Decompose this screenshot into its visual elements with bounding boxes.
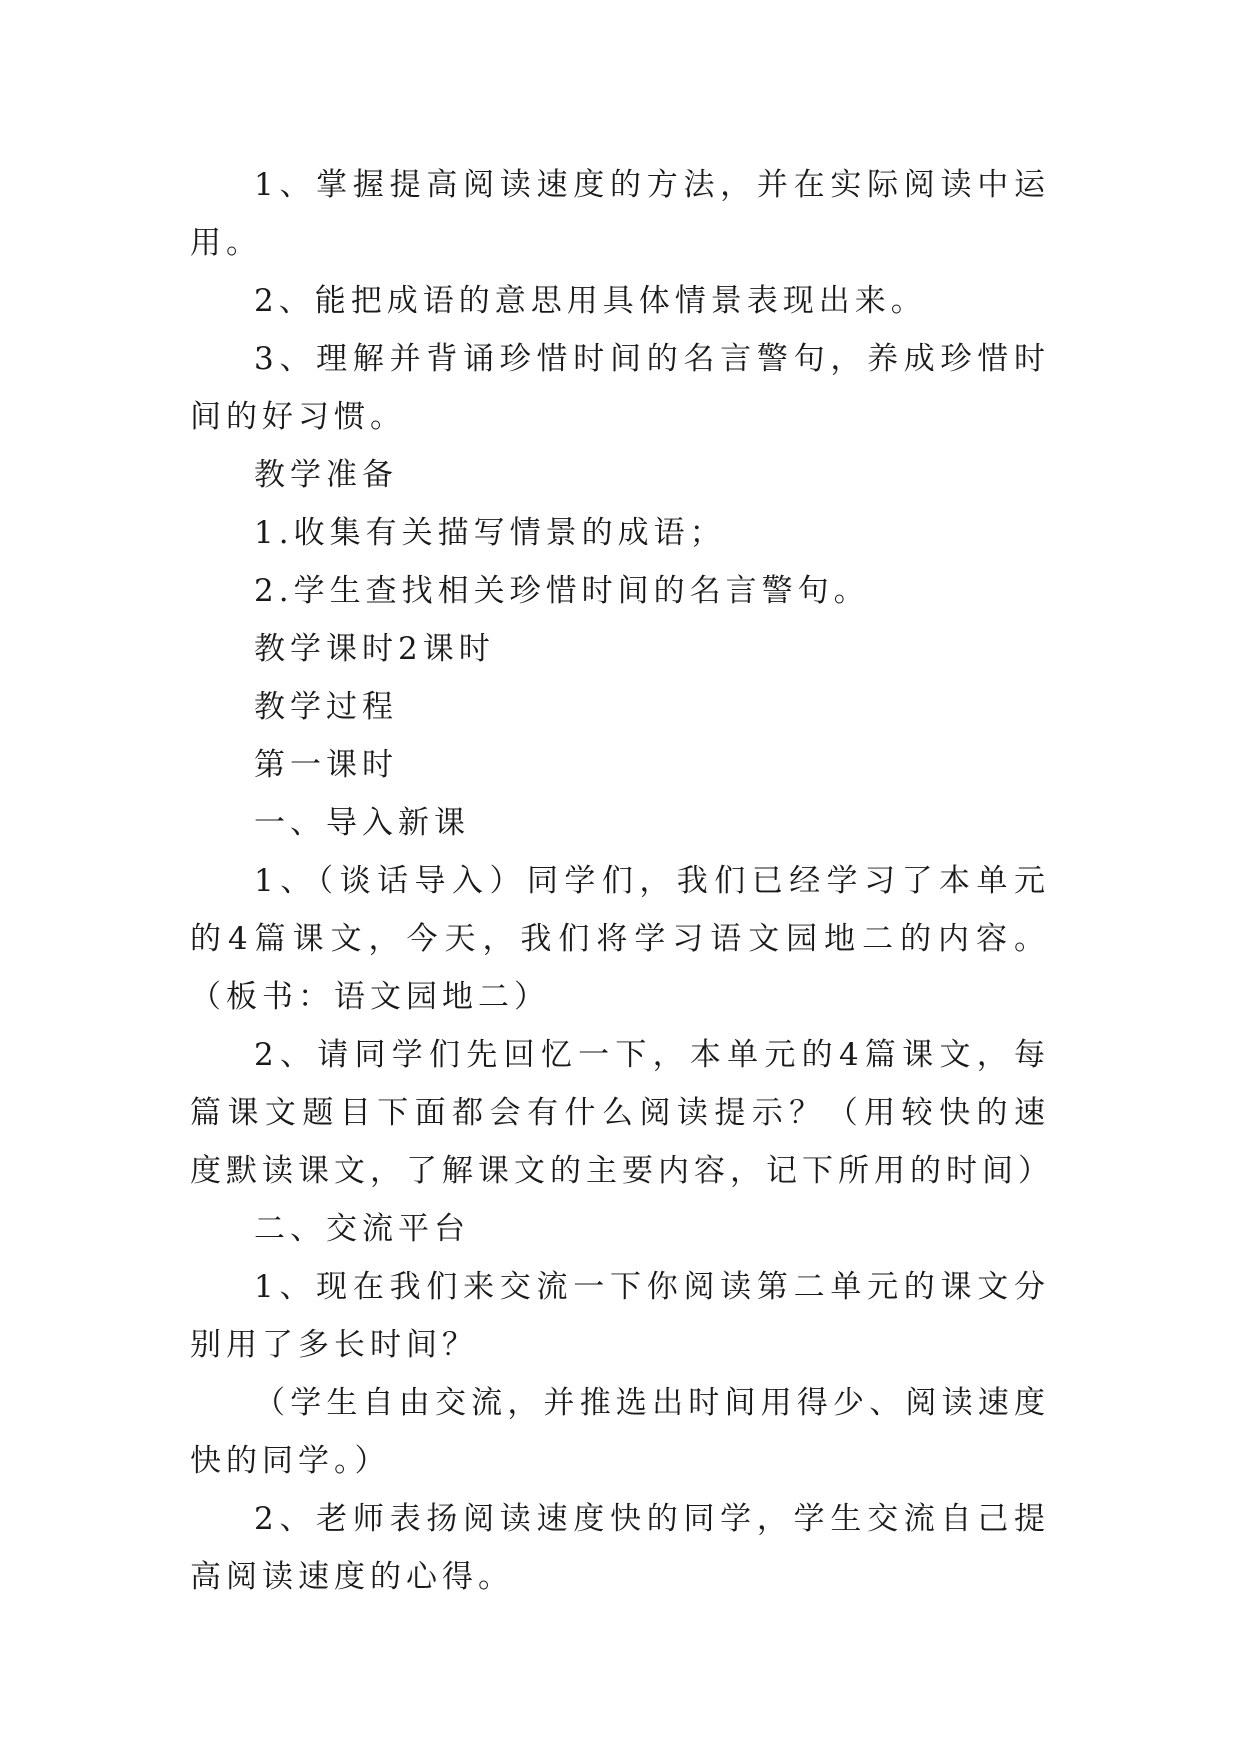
section-heading-process: 教学过程 bbox=[254, 689, 398, 725]
preparation-item-1: 1.收集有关描写情景的成语； bbox=[254, 515, 726, 551]
objective-1: 1、掌握提高阅读速度的方法，并在实际阅读中运用。 bbox=[190, 167, 1050, 261]
preparation-item-2: 2.学生查找相关珍惜时间的名言警句。 bbox=[254, 573, 870, 609]
objective-3: 3、理解并背诵珍惜时间的名言警句，养成珍惜时间的好习惯。 bbox=[190, 341, 1050, 435]
exchange-note: （学生自由交流，并推选出时间用得少、阅读速度快的同学。） bbox=[190, 1385, 1050, 1479]
class-hours: 教学课时2课时 bbox=[254, 631, 495, 667]
subheading-exchange: 二、交流平台 bbox=[254, 1211, 470, 1247]
document-body bbox=[190, 156, 1054, 1606]
exchange-step-2: 2、老师表扬阅读速度快的同学，学生交流自己提高阅读速度的心得。 bbox=[190, 1501, 1050, 1595]
section-heading-preparation: 教学准备 bbox=[254, 457, 398, 493]
subheading-introduction: 一、导入新课 bbox=[254, 805, 470, 841]
introduction-step-2: 2、请同学们先回忆一下，本单元的4篇课文，每篇课文题目下面都会有什么阅读提示？（用较快的速度默读课文，了解课文的主要内容，记下所用的时间） bbox=[190, 1037, 1054, 1189]
objective-2: 2、能把成语的意思用具体情景表现出来。 bbox=[254, 283, 927, 319]
lesson-heading-first: 第一课时 bbox=[254, 747, 398, 783]
introduction-step-1: 1、（谈话导入）同学们，我们已经学习了本单元的4篇课文，今天，我们将学习语文园地二的内容。（板书：语文园地二） bbox=[190, 863, 1050, 1015]
exchange-step-1: 1、现在我们来交流一下你阅读第二单元的课文分别用了多长时间？ bbox=[190, 1269, 1050, 1363]
